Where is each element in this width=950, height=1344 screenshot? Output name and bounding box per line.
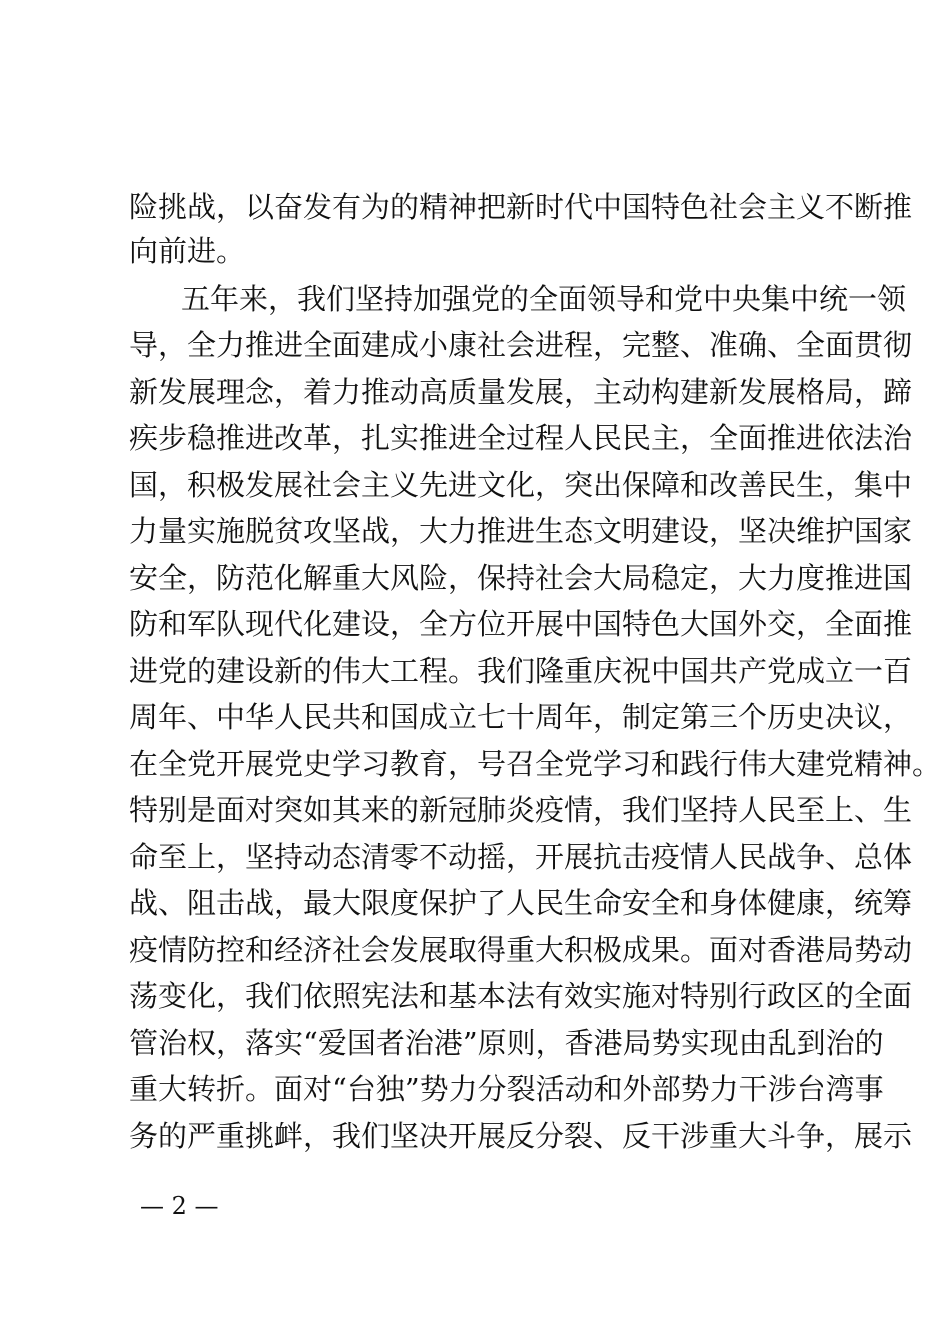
text-line-8: 力量实施脱贫攻坚战，大力推进生态文明建设，坚决维护国家 xyxy=(129,514,913,548)
text-line-1: 险挑战，以奋发有为的精神把新时代中国特色社会主义不断推 xyxy=(129,190,913,224)
text-line-21: 务的严重挑衅，我们坚决开展反分裂、反干涉重大斗争，展示 xyxy=(129,1119,913,1153)
text-line-15: 命至上，坚持动态清零不动摇，开展抗击疫情人民战争、总体 xyxy=(129,840,913,874)
text-line-7: 国，积极发展社会主义先进文化，突出保障和改善民生，集中 xyxy=(129,468,913,502)
text-line-9: 安全，防范化解重大风险，保持社会大局稳定，大力度推进国 xyxy=(129,561,913,595)
text-line-13: 在全党开展党史学习教育，号召全党学习和践行伟大建党精神。 xyxy=(129,747,942,781)
text-line-3: 五年来，我们坚持加强党的全面领导和党中央集中统一领 xyxy=(181,282,907,316)
text-line-12: 周年、中华人民共和国成立七十周年，制定第三个历史决议， xyxy=(129,700,913,734)
text-line-18: 荡变化，我们依照宪法和基本法有效实施对特别行政区的全面 xyxy=(129,979,913,1013)
text-line-5: 新发展理念，着力推动高质量发展，主动构建新发展格局，蹄 xyxy=(129,375,913,409)
text-line-11: 进党的建设新的伟大工程。我们隆重庆祝中国共产党成立一百 xyxy=(129,654,913,688)
text-line-6: 疾步稳推进改革，扎实推进全过程人民民主，全面推进依法治 xyxy=(129,421,913,455)
text-line-16: 战、阻击战，最大限度保护了人民生命安全和身体健康，统筹 xyxy=(129,886,913,920)
text-line-4: 导，全力推进全面建成小康社会进程，完整、准确、全面贯彻 xyxy=(129,328,913,362)
text-line-17: 疫情防控和经济社会发展取得重大积极成果。面对香港局势动 xyxy=(129,933,913,967)
text-line-14: 特别是面对突如其来的新冠肺炎疫情，我们坚持人民至上、生 xyxy=(129,793,913,827)
page-number: — 2 — xyxy=(140,1192,219,1220)
text-line-20: 重大转折。面对“台独”势力分裂活动和外部势力干涉台湾事 xyxy=(129,1072,884,1106)
text-line-10: 防和军队现代化建设，全方位开展中国特色大国外交，全面推 xyxy=(129,607,913,641)
text-line-2: 向前进。 xyxy=(129,234,246,268)
text-line-19: 管治权，落实“爱国者治港”原则，香港局势实现由乱到治的 xyxy=(129,1026,884,1060)
